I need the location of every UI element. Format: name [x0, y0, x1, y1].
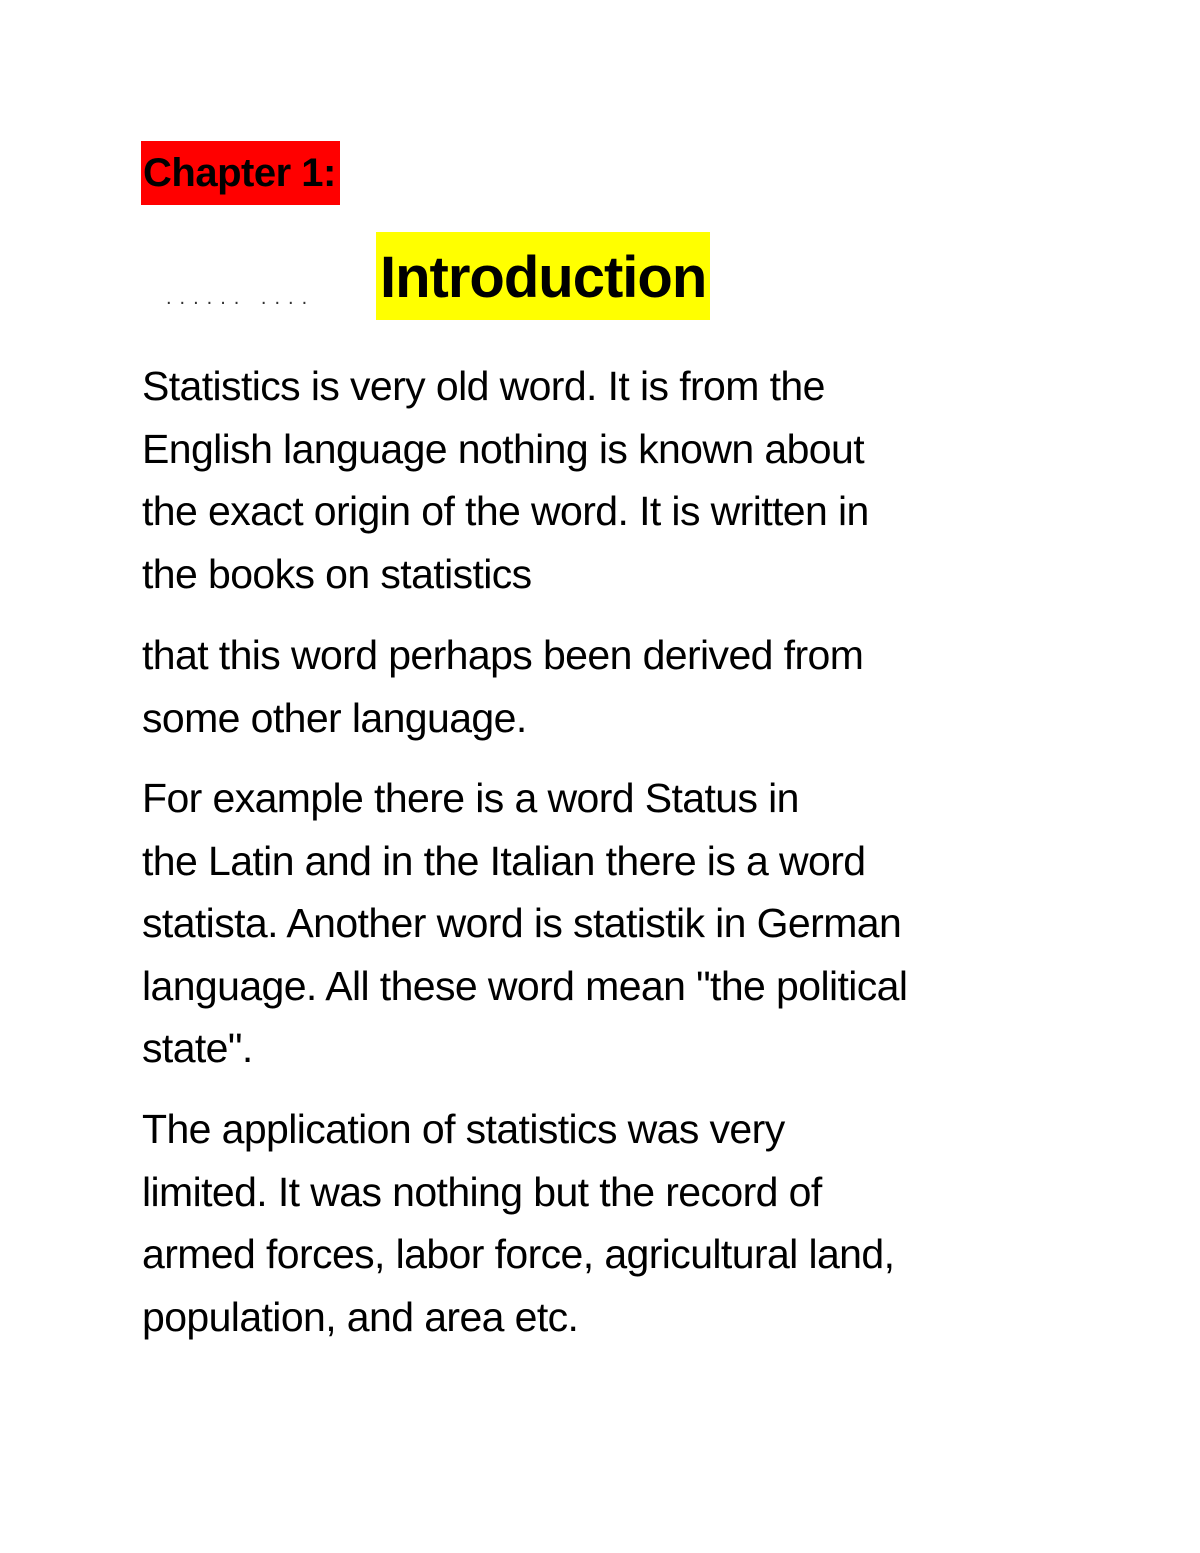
paragraph-3: For example there is a word Status in the Latin and in the Italian there is a word statista. Another word is statistik in German language. All these word mean "the political state".	[142, 775, 908, 1071]
chapter-label: Chapter 1:	[141, 141, 340, 205]
paragraph-4: The application of statistics was very limited. It was nothing but the record of armed forces, labor force, agricultural land, population, and area etc.	[142, 1106, 895, 1340]
page-title: Introduction	[376, 232, 710, 320]
paragraph-1: Statistics is very old word. It is from the English language nothing is known about the exact origin of the word. It is written in the books on statistics	[142, 363, 869, 597]
paragraph-2: that this word perhaps been derived from some other language.	[142, 632, 864, 741]
leader-dots: ...... ....	[166, 287, 316, 309]
